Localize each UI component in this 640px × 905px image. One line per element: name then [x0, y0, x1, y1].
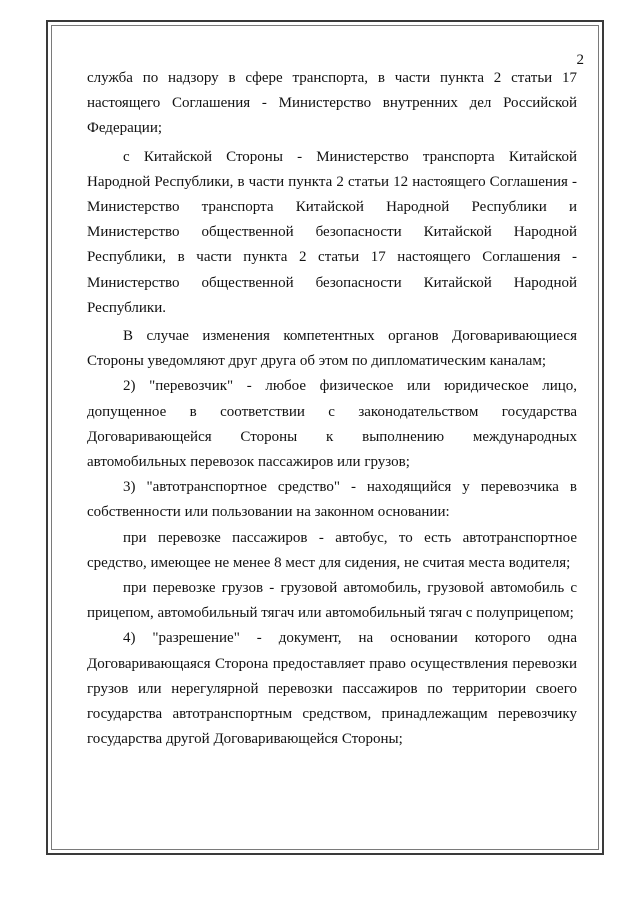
- paragraph: при перевозке грузов - грузовой автомобиль, грузовой автомобиль с прицепом, автомобильный тягач или автомобильный тягач с полуприцепом;: [87, 580, 577, 622]
- paragraph: 3) "автотранспортное средство" - находящийся у перевозчика в собственности или пользовании на законном основании:: [87, 479, 577, 521]
- paragraph: В случае изменения компетентных органов Договаривающиеся Стороны уведомляют друг друга об этом по дипломатическим каналам;: [87, 328, 577, 370]
- paragraph: служба по надзору в сфере транспорта, в части пункта 2 статьи 17 настоящего Соглашения - Министерство внутренних дел Российской Федерации;: [87, 70, 577, 137]
- paragraph: 2) "перевозчик" - любое физическое или юридическое лицо, допущенное в соответствии с законодательством государства Договаривающейся Стороны к выполнению международных автомобильных перевозок пассажиров или грузов;: [87, 378, 577, 471]
- document-body: [87, 66, 577, 752]
- page-number: 2: [576, 52, 584, 68]
- paragraph: при перевозке пассажиров - автобус, то есть автотранспортное средство, имеющее не менее 8 мест для сидения, не считая места водителя;: [87, 529, 577, 571]
- paragraph: с Китайской Стороны - Министерство транспорта Китайской Народной Республики, в части пункта 2 статьи 12 настоящего Соглашения - Министерство транспорта Китайской Народной Республики и Министерство общественной безопасности Китайской Народной Республики, в части пункта 2 статьи 17 настоящего Соглашения - Министерство общественной безопасности Китайской Народной Республики.: [87, 148, 577, 316]
- paragraph: 4) "разрешение" - документ, на основании которого одна Договаривающаяся Сторона предоставляет право осуществления перевозки грузов или нерегулярной перевозки пассажиров по территории своего государства автотранспортным средством, принадлежащим перевозчику государства другой Договаривающейся Стороны;: [87, 630, 577, 748]
